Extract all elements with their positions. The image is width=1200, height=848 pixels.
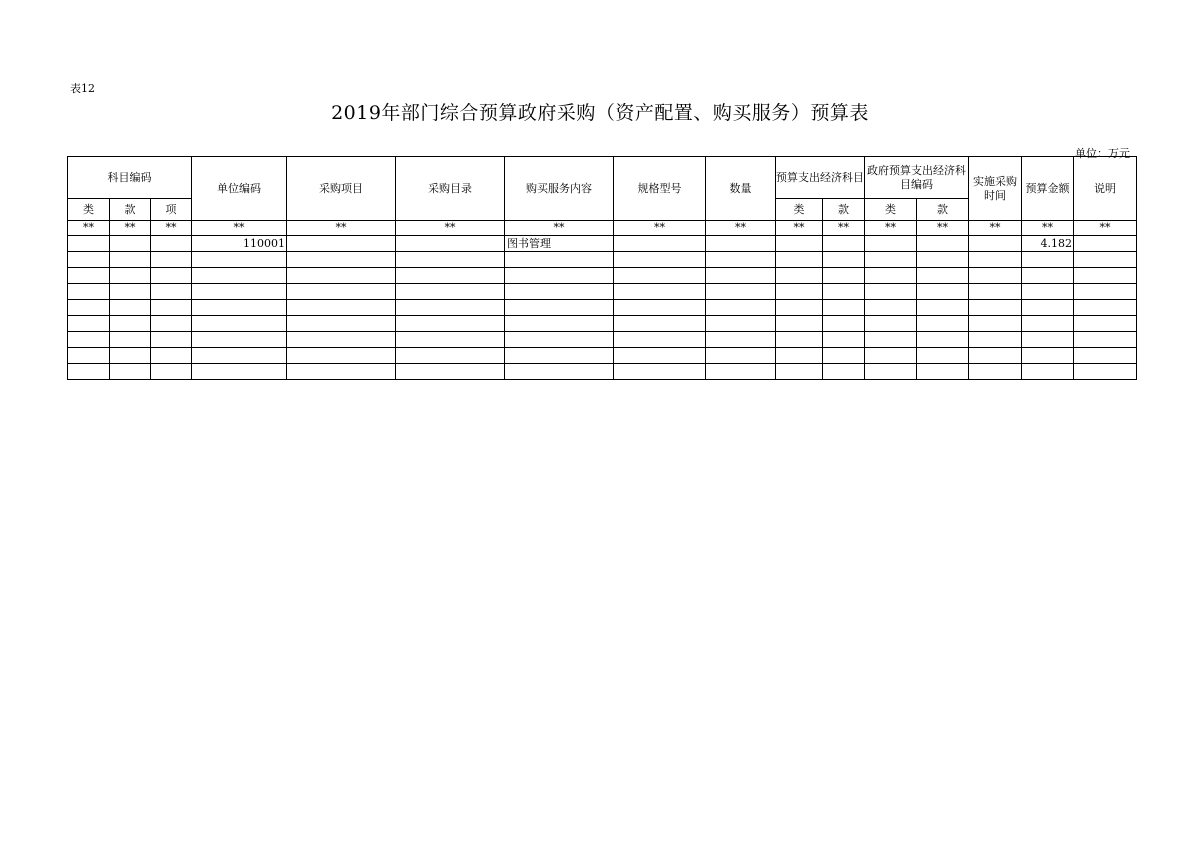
cell-remark <box>1074 236 1137 252</box>
marker-cell: ** <box>1022 221 1074 236</box>
cell-gov-econ-kuan <box>917 236 969 252</box>
cell-impl-time <box>969 236 1022 252</box>
header-budget-econ-lei: 类 <box>776 199 823 221</box>
cell-kuan <box>110 236 151 252</box>
cell-xiang <box>151 236 192 252</box>
cell-service-content: 图书管理 <box>505 236 614 252</box>
header-purchase-catalog: 采购目录 <box>396 157 505 221</box>
page-title: 2019年部门综合预算政府采购（资产配置、购买服务）预算表 <box>331 102 869 124</box>
empty-row <box>68 268 1137 284</box>
marker-cell: ** <box>287 221 396 236</box>
table-row <box>68 236 1137 252</box>
header-service-content: 购买服务内容 <box>505 157 614 221</box>
cell-spec-model <box>614 236 706 252</box>
header-unit-code: 单位编码 <box>192 157 287 221</box>
header-budget-econ: 预算支出经济科目 <box>776 157 865 199</box>
marker-cell: ** <box>1074 221 1137 236</box>
header-spec-model: 规格型号 <box>614 157 706 221</box>
empty-row <box>68 316 1137 332</box>
marker-cell: ** <box>151 221 192 236</box>
header-xiang: 项 <box>151 199 192 221</box>
marker-cell: ** <box>505 221 614 236</box>
cell-purchase-project <box>287 236 396 252</box>
cell-quantity <box>706 236 776 252</box>
marker-cell: ** <box>969 221 1022 236</box>
cell-budget-econ-kuan <box>823 236 865 252</box>
unit-label: 单位：万元 <box>1075 147 1130 160</box>
marker-cell: ** <box>614 221 706 236</box>
marker-cell: ** <box>68 221 110 236</box>
header-budget-econ-kuan: 款 <box>823 199 865 221</box>
header-budget-amount: 预算金额 <box>1022 157 1074 221</box>
empty-row <box>68 364 1137 380</box>
header-remark: 说明 <box>1074 157 1137 221</box>
marker-cell: ** <box>110 221 151 236</box>
marker-cell: ** <box>396 221 505 236</box>
empty-row <box>68 300 1137 316</box>
empty-row <box>68 332 1137 348</box>
cell-purchase-catalog <box>396 236 505 252</box>
marker-row <box>68 221 1137 236</box>
empty-row <box>68 252 1137 268</box>
header-gov-econ-lei: 类 <box>865 199 917 221</box>
header-row-1 <box>68 157 1137 199</box>
cell-lei <box>68 236 110 252</box>
header-quantity: 数量 <box>706 157 776 221</box>
marker-cell: ** <box>823 221 865 236</box>
marker-cell: ** <box>776 221 823 236</box>
header-subject-code: 科目编码 <box>68 157 192 199</box>
cell-unit-code: 110001 <box>192 236 287 252</box>
header-purchase-project: 采购项目 <box>287 157 396 221</box>
header-gov-econ-kuan: 款 <box>917 199 969 221</box>
empty-row <box>68 284 1137 300</box>
marker-cell: ** <box>917 221 969 236</box>
header-kuan: 款 <box>110 199 151 221</box>
empty-row <box>68 348 1137 364</box>
marker-cell: ** <box>865 221 917 236</box>
marker-cell: ** <box>192 221 287 236</box>
cell-budget-amount: 4.182 <box>1022 236 1074 252</box>
cell-budget-econ-lei <box>776 236 823 252</box>
cell-gov-econ-lei <box>865 236 917 252</box>
budget-table <box>67 156 1137 380</box>
marker-cell: ** <box>706 221 776 236</box>
header-gov-econ: 政府预算支出经济科目编码 <box>865 157 969 199</box>
sheet-label: 表12 <box>70 82 95 95</box>
header-impl-time: 实施采购时间 <box>969 157 1022 221</box>
header-lei: 类 <box>68 199 110 221</box>
